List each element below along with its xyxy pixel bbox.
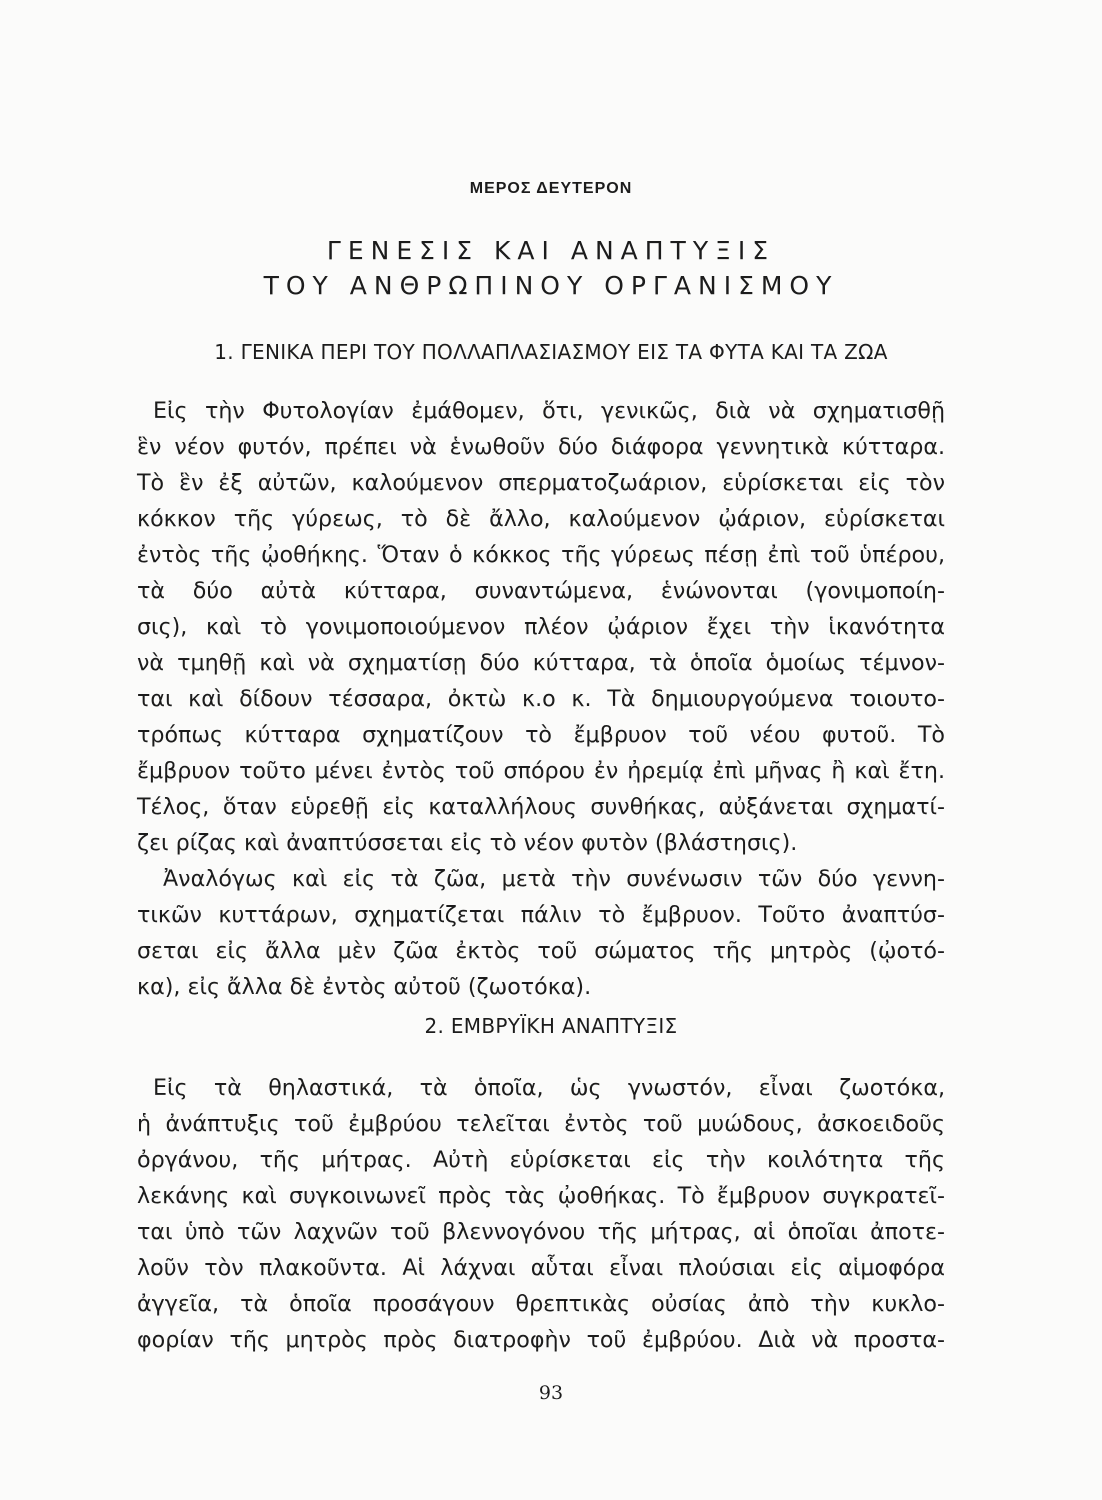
chapter-title-line-1: ΓΕΝΕΣΙΣ ΚΑΙ ΑΝΑΠΤΥΞΙΣ xyxy=(326,236,776,265)
text-line: ἓν νέον φυτόν, πρέπει νὰ ἑνωθοῦν δύο διάφορα γεννητικὰ κύτταρα. xyxy=(137,434,945,460)
section-1-heading: 1. ΓΕΝΙΚΑ ΠΕΡΙ ΤΟΥ ΠΟΛΛΑΠΛΑΣΙΑΣΜΟΥ ΕΙΣ ΤΑ ΦΥΤΑ ΚΑΙ ΤΑ ΖΩΑ xyxy=(214,340,888,364)
text-line: ἔμβρυον τοῦτο μένει ἐντὸς τοῦ σπόρου ἐν ἠρεμίᾳ ἐπὶ μῆνας ἢ καὶ ἔτη. xyxy=(137,758,945,784)
chapter-title-line-2: ΤΟΥ ΑΝΘΡΩΠΙΝΟΥ ΟΡΓΑΝΙΣΜΟΥ xyxy=(263,271,839,300)
text-line: τὰ δύο αὐτὰ κύτταρα, συναντώμενα, ἑνώνονται (γονιμοποίη- xyxy=(137,578,945,604)
text-line: Εἰς τὰ θηλαστικά, τὰ ὁποῖα, ὡς γνωστόν, εἶναι ζωοτόκα, xyxy=(153,1075,945,1101)
text-line: κόκκον τῆς γύρεως, τὸ δὲ ἄλλο, καλούμενον ᾠάριον, εὑρίσκεται xyxy=(137,506,945,532)
text-line: ἐντὸς τῆς ᾠοθήκης. Ὅταν ὁ κόκκος τῆς γύρεως πέσῃ ἐπὶ τοῦ ὑπέρου, xyxy=(137,542,945,568)
text-line: Ἀναλόγως καὶ εἰς τὰ ζῶα, μετὰ τὴν συνένωσιν τῶν δύο γεννη- xyxy=(163,866,945,892)
section-1-body xyxy=(137,393,945,1005)
text-line: ζει ρίζας καὶ ἀναπτύσσεται εἰς τὸ νέον φυτὸν (βλάστησις). xyxy=(137,830,798,856)
text-line: Τὸ ἓν ἐξ αὐτῶν, καλούμενον σπερματοζωάριον, εὑρίσκεται εἰς τὸν xyxy=(137,470,945,496)
page-number: 93 xyxy=(538,1382,564,1404)
text-line: ται καὶ δίδουν τέσσαρα, ὀκτὼ κ.ο κ. Τὰ δημιουργούμενα τοιουτο- xyxy=(137,686,945,712)
text-line: τικῶν κυττάρων, σχηματίζεται πάλιν τὸ ἔμβρυον. Τοῦτο ἀναπτύσ- xyxy=(137,902,945,928)
text-line: νὰ τμηθῇ καὶ νὰ σχηματίσῃ δύο κύτταρα, τὰ ὁποῖα ὁμοίως τέμνον- xyxy=(137,650,945,676)
text-line: κα), εἰς ἄλλα δὲ ἐντὸς αὐτοῦ (ζωοτόκα). xyxy=(137,974,592,1000)
text-line: λοῦν τὸν πλακοῦντα. Αἱ λάχναι αὗται εἶναι πλούσιαι εἰς αἱμοφόρα xyxy=(137,1255,945,1281)
text-line: ἡ ἀνάπτυξις τοῦ ἐμβρύου τελεῖται ἐντὸς τοῦ μυώδους, ἀσκοειδοῦς xyxy=(137,1111,945,1137)
text-line: ἀγγεῖα, τὰ ὁποῖα προσάγουν θρεπτικὰς οὐσίας ἀπὸ τὴν κυκλο- xyxy=(137,1291,945,1317)
section-2-heading: 2. ΕΜΒΡΥΪΚΗ ΑΝΑΠΤΥΞΙΣ xyxy=(424,1014,678,1038)
text-line: Εἰς τὴν Φυτολογίαν ἐμάθομεν, ὅτι, γενικῶς, διὰ νὰ σχηματισθῇ xyxy=(153,398,945,424)
text-line: ὀργάνου, τῆς μήτρας. Αὐτὴ εὑρίσκεται εἰς τὴν κοιλότητα τῆς xyxy=(137,1147,945,1173)
text-line: σεται εἰς ἄλλα μὲν ζῶα ἐκτὸς τοῦ σώματος τῆς μητρὸς (ᾠοτό- xyxy=(137,938,945,964)
text-line: τρόπως κύτταρα σχηματίζουν τὸ ἔμβρυον τοῦ νέου φυτοῦ. Τὸ xyxy=(137,722,945,748)
text-line: φορίαν τῆς μητρὸς πρὸς διατροφὴν τοῦ ἐμβρύου. Διὰ νὰ προστα- xyxy=(137,1327,945,1353)
part-label: ΜΕΡΟΣ ΔΕΥΤΕΡΟΝ xyxy=(469,180,633,197)
text-line: ται ὑπὸ τῶν λαχνῶν τοῦ βλεννογόνου τῆς μήτρας, αἱ ὁποῖαι ἀποτε- xyxy=(137,1219,945,1245)
text-line: σις), καὶ τὸ γονιμοποιούμενον πλέον ᾠάριον ἔχει τὴν ἱκανότητα xyxy=(137,614,945,640)
section-2-body xyxy=(137,1070,945,1358)
text-line: λεκάνης καὶ συγκοινωνεῖ πρὸς τὰς ᾠοθήκας. Τὸ ἔμβρυον συγκρατεῖ- xyxy=(137,1183,945,1209)
text-line: Τέλος, ὅταν εὑρεθῇ εἰς καταλλήλους συνθήκας, αὐξάνεται σχηματί- xyxy=(137,794,945,820)
